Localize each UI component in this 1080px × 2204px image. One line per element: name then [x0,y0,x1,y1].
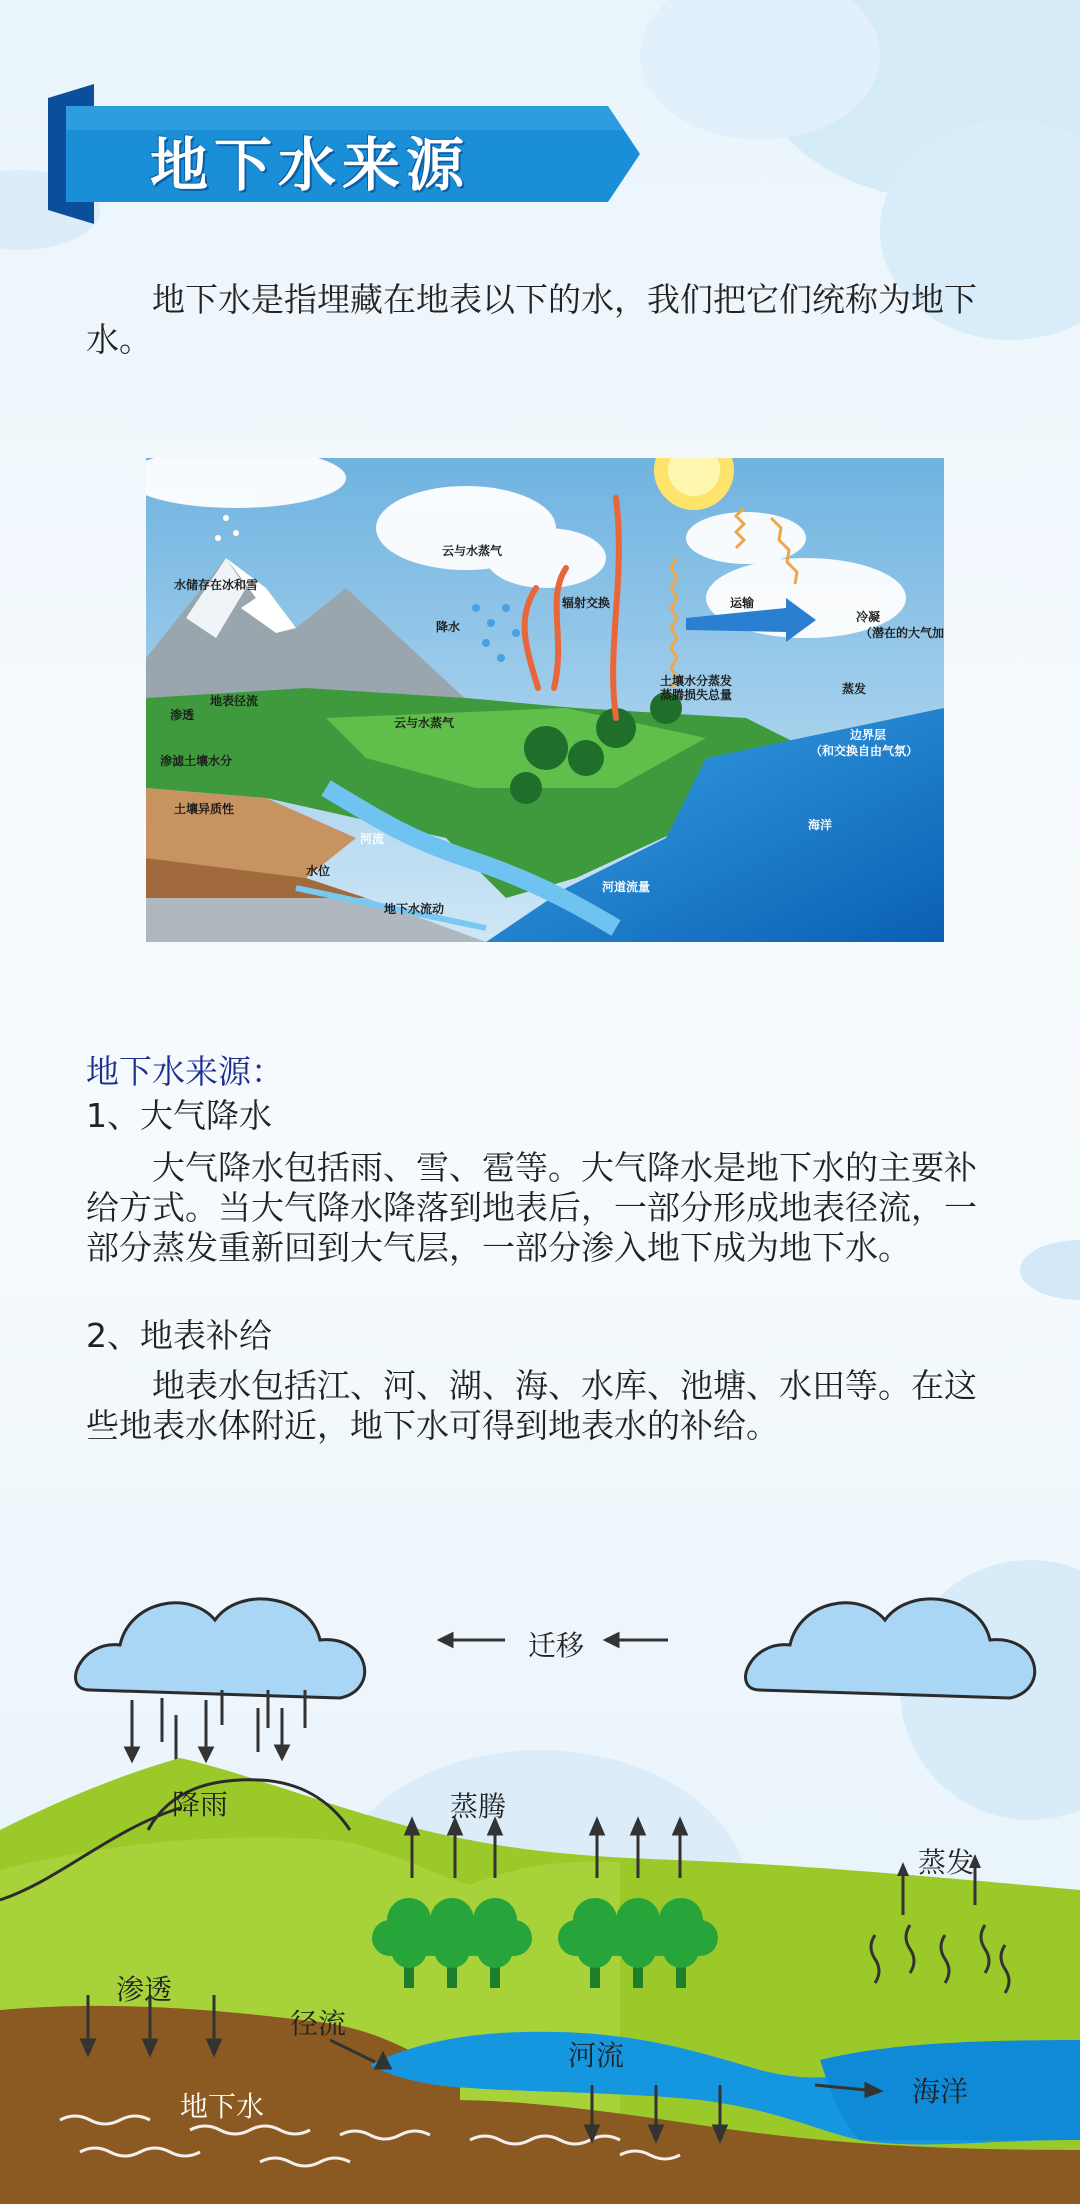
diagram-label-river: 河流 [360,832,385,846]
source-2-text: 地表水包括江、河、湖、海、水库、池塘、水田等。在这些地表水体附近，地下水可得到地表水的补给。 [86,1366,977,1445]
scene-label-river: 河流 [568,2039,625,2072]
scene-label-migration: 迁移 [528,1629,585,1662]
page-title: 地下水来源 [150,131,471,199]
scene-label-rain: 降雨 [172,1788,229,1821]
diagram-label-evaporation: 蒸发 [842,682,867,696]
water-cycle-illustration [146,458,944,942]
scene-label-runoff: 径流 [290,2007,347,2040]
diagram-label-percolation: 渗滤土壤水分 [160,754,233,768]
intro-paragraph: 地下水是指埋藏在地表以下的水，我们把它们统称为地下水。 [86,280,977,359]
scene-label-evaporation: 蒸发 [918,1846,975,1879]
diagram-label-infiltration: 渗透 [170,708,195,722]
sea-cloud [746,1599,1035,1698]
scene-label-transpiration: 蒸腾 [450,1790,507,1823]
diagram-label-boundary-sub: （和交换自由气氛） [810,744,919,758]
diagram-label-precipitation: 降水 [436,620,461,634]
diagram-label-channel-flow: 河道流量 [602,880,651,894]
source-1-title: 1、大气降水 [86,1096,272,1135]
scene-label-groundwater: 地下水 [180,2090,265,2123]
diagram-label-cloud-vapor: 云与水蒸气 [442,544,503,558]
scene-label-ocean: 海洋 [912,2075,969,2108]
diagram-label-condensation-sub: （潜在的大气加 [860,626,945,640]
diagram-label-radiation: 辐射交换 [562,596,611,610]
source-2-title: 2、地表补给 [86,1316,272,1355]
sources-heading: 地下水来源： [86,1052,284,1091]
diagram-label-transpiration: 蒸腾损失总量 [660,688,733,702]
diagram-label-groundwater-flow: 地下水流动 [384,902,445,916]
rain-cloud [76,1599,365,1698]
background-cloud [1020,1240,1080,1300]
scene-label-infiltration: 渗透 [116,1973,173,2006]
diagram-label-surface-runoff: 地表径流 [210,694,259,708]
diagram-label-soil-heterogeneity: 土壤异质性 [174,802,235,816]
diagram-label-water-table: 水位 [306,864,331,878]
diagram-label-transport: 运输 [730,596,755,610]
diagram-label-cloud-vapor-mid: 云与水蒸气 [394,716,455,730]
source-1-text: 大气降水包括雨、雪、雹等。大气降水是地下水的主要补给方式。当大气降水降落到地表后，一部分形成地表径流，一部分蒸发重新回到大气层，一部分渗入地下成为地下水。 [86,1148,977,1267]
diagram-label-ocean: 海洋 [808,818,833,832]
diagram-label-ice-snow: 水储存在冰和雪 [174,578,259,592]
diagram-label-soil-evaporation: 土壤水分蒸发 [660,674,733,688]
diagram-label-condensation: 冷凝 [856,610,881,624]
water-cycle-diagram [146,458,944,942]
diagram-label-boundary: 边界层 [850,728,887,742]
